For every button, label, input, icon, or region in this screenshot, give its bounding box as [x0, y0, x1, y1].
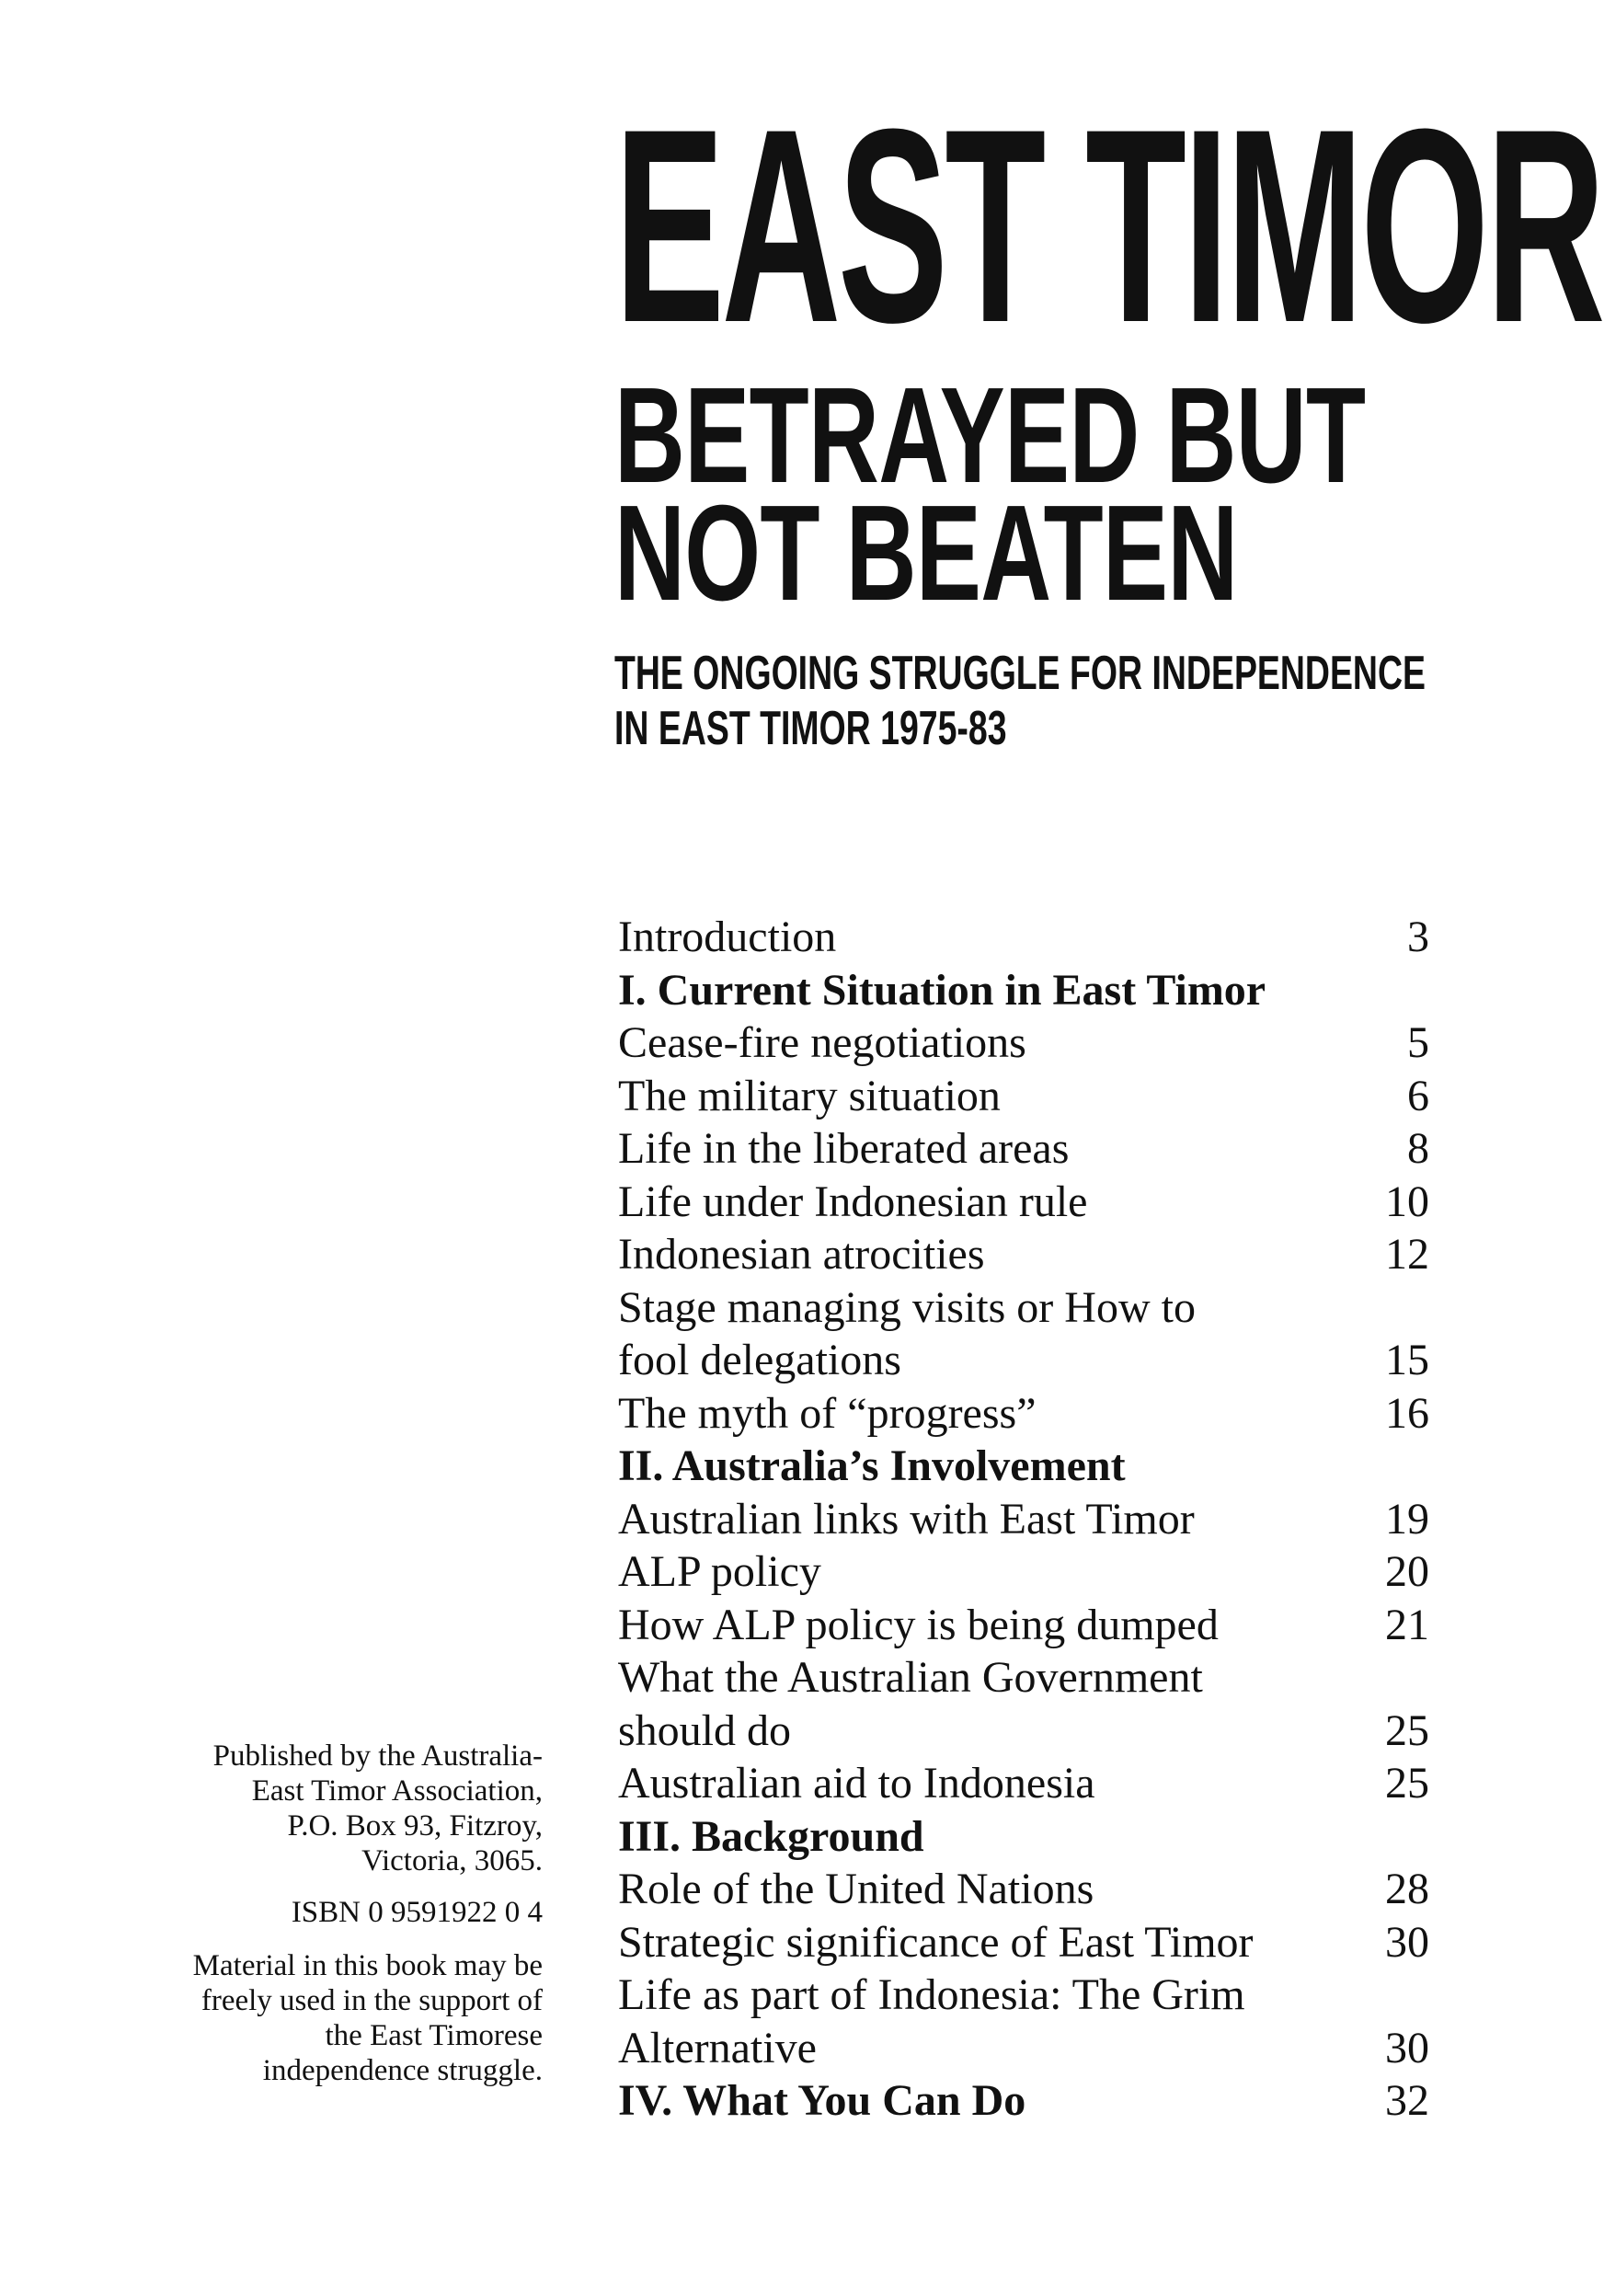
toc-entry: [618, 1916, 1446, 1969]
toc-entry-label: should do: [618, 1705, 792, 1755]
toc-entry: [618, 1757, 1446, 1810]
rights-line: independence struggle.: [262, 2054, 543, 2087]
toc-entry-label: Role of the United Nations: [618, 1865, 1094, 1913]
toc-entry-label: Introduction: [618, 913, 837, 961]
toc-entry-label: Life in the liberated areas: [618, 1124, 1070, 1173]
toc-page-number: 20: [1385, 1547, 1429, 1596]
isbn: ISBN 0 9591922 0 4: [291, 1896, 543, 1929]
subtitle-line-2: IN EAST TIMOR 1975-83: [614, 702, 1007, 755]
toc-entry: [618, 1228, 1446, 1281]
toc-page-number: 30: [1385, 1917, 1429, 1967]
toc-page-number: 30: [1385, 2023, 1429, 2072]
toc-entry-label: Life as part of Indonesia: The Grim: [618, 1970, 1245, 2019]
toc-entry: [618, 1493, 1446, 1546]
toc-section-heading: [618, 964, 1446, 1017]
title-block: [614, 71, 1602, 755]
publisher-info: [110, 1739, 543, 1878]
subtitle: [614, 646, 1426, 756]
toc-entry-label: III. Background: [618, 1811, 924, 1861]
toc-entry: [618, 2022, 1446, 2075]
publisher-line: East Timor Association,: [251, 1774, 543, 1808]
toc-entry: [618, 1334, 1446, 1387]
toc-entry-label: fool delegations: [618, 1336, 901, 1384]
toc-entry-label: How ALP policy is being dumped: [618, 1600, 1219, 1649]
toc-page-number: 28: [1385, 1865, 1429, 1913]
toc-page-number: 16: [1385, 1388, 1429, 1438]
table-of-contents: [618, 911, 1446, 2128]
toc-page-number: 6: [1407, 1071, 1429, 1120]
toc-page-number: 19: [1385, 1494, 1429, 1544]
rights-line: freely used in the support of: [200, 1984, 543, 2017]
toc-entry-label: Australian links with East Timor: [618, 1494, 1195, 1544]
toc-entry-label: The military situation: [618, 1071, 1001, 1120]
toc-entry: [618, 1863, 1446, 1916]
toc-entry: [618, 1969, 1446, 2022]
toc-section-heading: [618, 2074, 1446, 2128]
headline-line-1: BETRAYED BUT: [614, 360, 1366, 511]
toc-entry-label: The myth of “progress”: [618, 1388, 1037, 1438]
publisher-line: P.O. Box 93, Fitzroy,: [287, 1809, 543, 1843]
toc-entry-label: Alternative: [618, 2023, 817, 2072]
toc-entry-label: Cease-fire negotiations: [618, 1018, 1026, 1067]
toc-page-number: 3: [1407, 913, 1429, 961]
toc-page-number: 25: [1385, 1705, 1429, 1755]
toc-page-number: 10: [1385, 1177, 1429, 1226]
toc-entry-label: II. Australia’s Involvement: [618, 1441, 1126, 1490]
toc-entry-label: Indonesian atrocities: [618, 1230, 985, 1279]
toc-page-number: 32: [1385, 2076, 1429, 2125]
publisher-line: Published by the Australia-: [212, 1739, 543, 1773]
rights-line: the East Timorese: [325, 2019, 543, 2052]
toc-entry: [618, 1122, 1446, 1176]
toc-page-number: 5: [1407, 1018, 1429, 1067]
toc-page-number: 21: [1385, 1600, 1429, 1649]
toc-entry-label: Life under Indonesian rule: [618, 1177, 1088, 1226]
toc-entry: [618, 1705, 1446, 1758]
toc-entry-label: Australian aid to Indonesia: [618, 1759, 1095, 1808]
toc-entry: [618, 1387, 1446, 1441]
toc-entry-label: Strategic significance of East Timor: [618, 1917, 1254, 1967]
headline-line-2: NOT BEATEN: [614, 477, 1238, 629]
imprint: [110, 1739, 543, 2088]
toc-entry: [618, 1016, 1446, 1070]
toc-section-heading: [618, 1440, 1446, 1493]
toc-entry: [618, 911, 1446, 964]
toc-entry: [618, 1599, 1446, 1652]
toc-entry: [618, 1281, 1446, 1335]
toc-entry-label: I. Current Situation in East Timor: [618, 965, 1266, 1015]
rights-line: Material in this book may be: [192, 1949, 543, 1982]
toc-entry-label: ALP policy: [618, 1547, 821, 1596]
subtitle-line-1: THE ONGOING STRUGGLE FOR INDEPENDENCE: [614, 647, 1426, 700]
toc-entry: [618, 1176, 1446, 1229]
toc-entry: [618, 1651, 1446, 1705]
rights-notice: [110, 1948, 543, 2088]
toc-entry: [618, 1070, 1446, 1123]
toc-section-heading: [618, 1810, 1446, 1864]
toc-page-number: 8: [1407, 1124, 1429, 1173]
toc-page-number: 15: [1385, 1336, 1429, 1384]
toc-entry: [618, 1545, 1446, 1599]
toc-entry-label: IV. What You Can Do: [618, 2076, 1026, 2125]
publisher-line: Victoria, 3065.: [361, 1844, 543, 1877]
toc-page-number: 25: [1385, 1759, 1429, 1808]
toc-entry-label: Stage managing visits or How to: [618, 1282, 1196, 1332]
main-title: EAST TIMOR: [614, 71, 1602, 380]
toc-entry-label: What the Australian Government: [618, 1653, 1203, 1702]
toc-page-number: 12: [1385, 1230, 1429, 1279]
subtitle-headline: [614, 360, 1604, 629]
